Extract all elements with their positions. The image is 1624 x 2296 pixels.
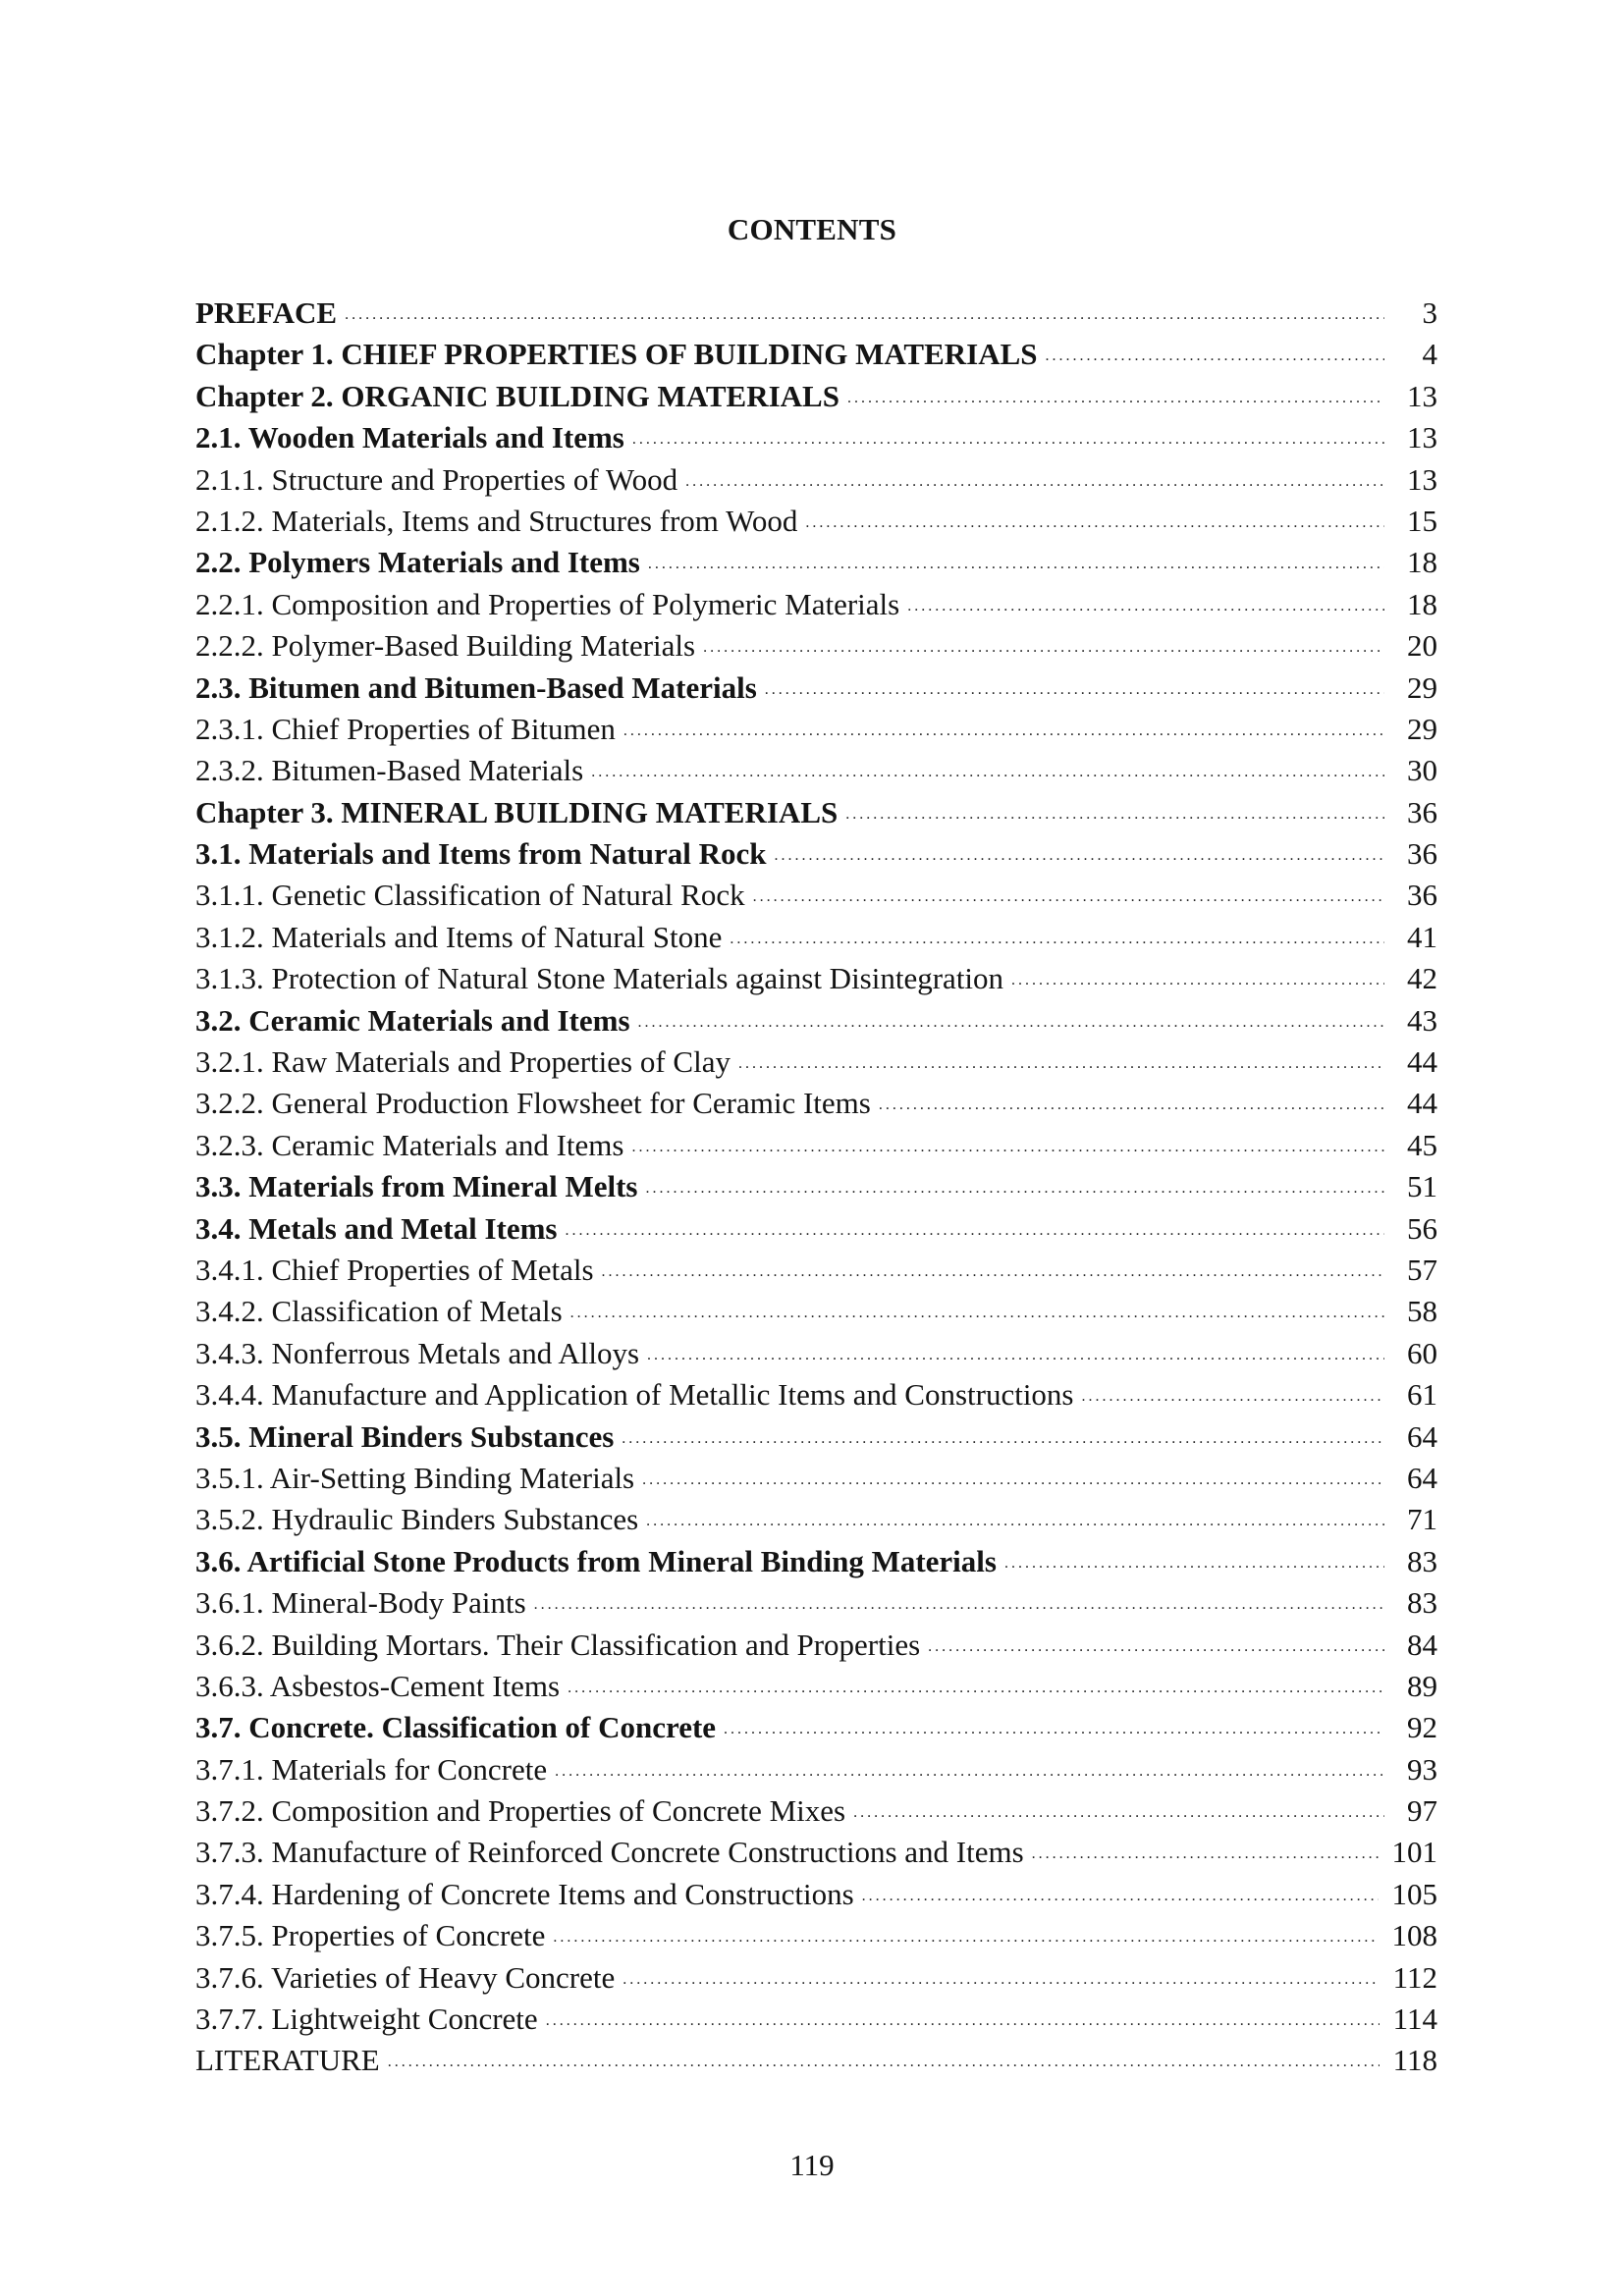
toc-entry [195,792,1437,833]
dot-leader [1004,1542,1384,1572]
dot-leader [622,1417,1384,1447]
toc-entry-title: 2.2.2. Polymer-Based Building Materials [195,628,696,664]
dot-leader [591,751,1384,780]
toc-entry [195,376,1437,417]
dot-leader [646,1167,1385,1197]
toc-entry-title: 3.7.3. Manufacture of Reinforced Concrete Constructions and Items [195,1835,1024,1870]
toc-entry [195,501,1437,542]
toc-entry-page: 36 [1407,794,1437,829]
toc-entry-title: 3.5. Mineral Binders Substances [195,1418,615,1454]
toc-entry-title: 3.2.3. Ceramic Materials and Items [195,1127,624,1162]
toc-entry-title: 2.1. Wooden Materials and Items [195,420,624,455]
dot-leader [602,1251,1384,1280]
dot-leader [646,1500,1384,1529]
dot-leader [1011,959,1384,988]
toc-entry-page: 71 [1407,1502,1437,1537]
toc-entry [195,1832,1437,1873]
toc-entry [195,1166,1437,1207]
dot-leader [546,2000,1380,2029]
dot-leader [1032,1833,1379,1862]
toc-entry-title: 3.7. Concrete. Classification of Concrete [195,1710,717,1745]
dot-leader [555,1750,1384,1780]
toc-entry-title: 3.7.1. Materials for Concrete [195,1751,548,1787]
toc-entry [195,1541,1437,1582]
dot-leader [638,1001,1384,1031]
toc-entry-title: Chapter 1. CHIEF PROPERTIES OF BUILDING MATERIALS [195,337,1038,372]
toc-entry-title: 2.3. Bitumen and Bitumen-Based Materials [195,669,757,705]
dot-leader [388,2041,1380,2070]
toc-entry [195,833,1437,875]
toc-entry-page: 36 [1407,878,1437,913]
toc-entry-page: 83 [1407,1543,1437,1578]
toc-entry-page: 18 [1407,586,1437,621]
toc-entry [195,1999,1437,2040]
toc-entry-page: 4 [1422,337,1437,372]
dot-leader [730,918,1384,947]
toc-entry [195,1041,1437,1083]
toc-entry [195,1458,1437,1499]
toc-entry-page: 60 [1407,1335,1437,1370]
toc-entry-title: 3.5.1. Air-Setting Binding Materials [195,1460,635,1495]
toc-entry-title: 2.2. Polymers Materials and Items [195,545,640,580]
toc-entry-page: 118 [1392,2043,1437,2078]
dot-leader [753,876,1384,905]
toc-entry-title: 3.4. Metals and Metal Items [195,1210,558,1246]
toc-entry [195,1749,1437,1790]
toc-entry-page: 89 [1407,1668,1437,1703]
dot-leader [853,1791,1384,1821]
toc-entry-page: 93 [1407,1751,1437,1787]
toc-entry [195,417,1437,458]
toc-entry [195,1208,1437,1250]
toc-entry [195,1582,1437,1624]
toc-entry-page: 36 [1407,836,1437,872]
dot-leader [1046,335,1384,364]
toc-entry-page: 97 [1407,1793,1437,1829]
dot-leader [862,1875,1379,1904]
toc-entry [195,1625,1437,1666]
page-number: 119 [789,2148,835,2182]
toc-entry-title: 3.5.2. Hydraulic Binders Substances [195,1502,639,1537]
dot-leader [738,1042,1384,1072]
toc-entry [195,459,1437,501]
toc-entry-page: 29 [1407,711,1437,746]
toc-entry-page: 30 [1407,753,1437,788]
dot-leader [648,543,1384,572]
toc-entry-page: 58 [1407,1294,1437,1329]
dot-leader [566,1209,1385,1239]
toc-entry-page: 15 [1407,503,1437,538]
toc-entry [195,1707,1437,1748]
dot-leader [703,626,1384,656]
toc-entry [195,958,1437,999]
toc-entry-title: 3.2.1. Raw Materials and Properties of Clay [195,1044,731,1080]
toc-entry [195,709,1437,750]
dot-leader [1082,1375,1385,1405]
toc-entry-page: 51 [1407,1169,1437,1204]
toc-entry-title: 3.2. Ceramic Materials and Items [195,1002,630,1038]
toc-entry-page: 45 [1407,1127,1437,1162]
dot-leader [534,1583,1384,1613]
toc-entry [195,1666,1437,1707]
toc-entry-page: 64 [1407,1460,1437,1495]
dot-leader [568,1667,1384,1696]
dot-leader [907,585,1384,614]
toc-entry-title: 3.2.2. General Production Flowsheet for Ceramic Items [195,1086,871,1121]
toc-entry-page: 108 [1391,1918,1437,1953]
toc-entry-page: 13 [1407,420,1437,455]
toc-entry-page: 44 [1407,1044,1437,1080]
toc-entry-title: Chapter 3. MINERAL BUILDING MATERIALS [195,794,839,829]
dot-leader [647,1334,1384,1363]
toc-entry-title: 2.2.1. Composition and Properties of Polymeric Materials [195,586,900,621]
toc-entry [195,1000,1437,1041]
toc-entry-page: 84 [1407,1627,1437,1662]
toc-entry [195,1915,1437,1956]
toc-entry [195,1250,1437,1291]
toc-entry-title: 3.4.2. Classification of Metals [195,1294,563,1329]
toc-entry [195,584,1437,625]
dot-leader [623,1958,1379,1988]
toc-entry [195,1125,1437,1166]
toc-entry-title: Chapter 2. ORGANIC BUILDING MATERIALS [195,378,839,413]
dot-leader [845,793,1384,823]
toc-entry-title: 3.3. Materials from Mineral Melts [195,1169,638,1204]
toc-entry-title: 3.4.1. Chief Properties of Metals [195,1252,594,1287]
toc-entry-page: 83 [1407,1585,1437,1621]
toc-entry-title: 3.4.4. Manufacture and Application of Metallic Items and Constructions [195,1377,1074,1413]
dot-leader [765,668,1384,698]
toc-entry-page: 43 [1407,1002,1437,1038]
dot-leader [928,1626,1384,1655]
dot-leader [879,1084,1384,1113]
toc-entry [195,1499,1437,1540]
toc-entry-page: 56 [1407,1210,1437,1246]
toc-entry [195,667,1437,709]
toc-entry [195,2040,1437,2081]
toc-entry-page: 101 [1391,1835,1437,1870]
toc-entry [195,750,1437,791]
toc-entry-title: LITERATURE [195,2043,380,2078]
toc-entry-title: 2.1.1. Structure and Properties of Wood [195,461,678,497]
toc-entry-page: 92 [1407,1710,1437,1745]
toc-entry-page: 20 [1407,628,1437,664]
page-title: CONTENTS [727,212,897,246]
toc-entry-title: 3.1.1. Genetic Classification of Natural Rock [195,878,745,913]
toc-entry [195,625,1437,667]
toc-entry-page: 13 [1407,378,1437,413]
dot-leader [685,460,1384,490]
toc-entry-title: 2.3.1. Chief Properties of Bitumen [195,711,616,746]
toc-entry [195,542,1437,583]
toc-entry-title: 3.6. Artificial Stone Products from Mineral Binding Materials [195,1543,997,1578]
toc-entry-title: 3.6.1. Mineral-Body Paints [195,1585,526,1621]
toc-entry-title: 2.3.2. Bitumen-Based Materials [195,753,584,788]
toc-entry-page: 13 [1407,461,1437,497]
toc-entry-title: 3.6.2. Building Mortars. Their Classification and Properties [195,1627,921,1662]
toc-entry-page: 44 [1407,1086,1437,1121]
toc-entry-page: 64 [1407,1418,1437,1454]
toc-entry-title: 3.7.5. Properties of Concrete [195,1918,546,1953]
toc-entry-page: 18 [1407,545,1437,580]
table-of-contents [195,293,1437,2082]
dot-leader [345,294,1384,323]
dot-leader [570,1292,1384,1321]
toc-entry [195,875,1437,916]
toc-entry-page: 57 [1407,1252,1437,1287]
toc-entry-title: 3.7.7. Lightweight Concrete [195,2002,538,2037]
dot-leader [623,710,1384,739]
toc-entry [195,1790,1437,1832]
toc-entry-page: 42 [1407,961,1437,996]
toc-entry-title: 3.4.3. Nonferrous Metals and Alloys [195,1335,640,1370]
toc-entry [195,917,1437,958]
toc-entry [195,1416,1437,1458]
dot-leader [632,418,1384,448]
toc-entry-page: 61 [1407,1377,1437,1413]
dot-leader [631,1126,1384,1155]
toc-entry-page: 105 [1391,1876,1437,1911]
toc-entry [195,1957,1437,1999]
toc-entry [195,1083,1437,1124]
toc-entry-page: 29 [1407,669,1437,705]
toc-entry [195,293,1437,334]
dot-leader [774,834,1384,864]
toc-entry-page: 3 [1422,295,1437,330]
toc-entry [195,1291,1437,1332]
toc-entry [195,1374,1437,1415]
dot-leader [847,377,1384,406]
toc-entry-title: 3.6.3. Asbestos-Cement Items [195,1668,561,1703]
toc-entry-page: 114 [1392,2002,1437,2037]
toc-entry-page: 41 [1407,919,1437,954]
dot-leader [805,502,1384,531]
toc-entry-title: 3.1.3. Protection of Natural Stone Materials against Disintegration [195,961,1004,996]
dot-leader [642,1459,1384,1488]
toc-entry-title: 3.7.6. Varieties of Heavy Concrete [195,1959,616,1995]
toc-entry [195,1333,1437,1374]
dot-leader [724,1708,1384,1737]
toc-entry [195,334,1437,375]
toc-entry-title: 3.1.2. Materials and Items of Natural Stone [195,919,723,954]
toc-entry-title: 3.1. Materials and Items from Natural Rock [195,836,767,872]
toc-entry-page: 112 [1392,1959,1437,1995]
dot-leader [553,1916,1378,1946]
toc-entry-title: 3.7.2. Composition and Properties of Concrete Mixes [195,1793,846,1829]
toc-entry-title: 2.1.2. Materials, Items and Structures from Wood [195,503,798,538]
toc-entry-title: PREFACE [195,295,338,330]
toc-entry-title: 3.7.4. Hardening of Concrete Items and Constructions [195,1876,854,1911]
toc-entry [195,1874,1437,1915]
